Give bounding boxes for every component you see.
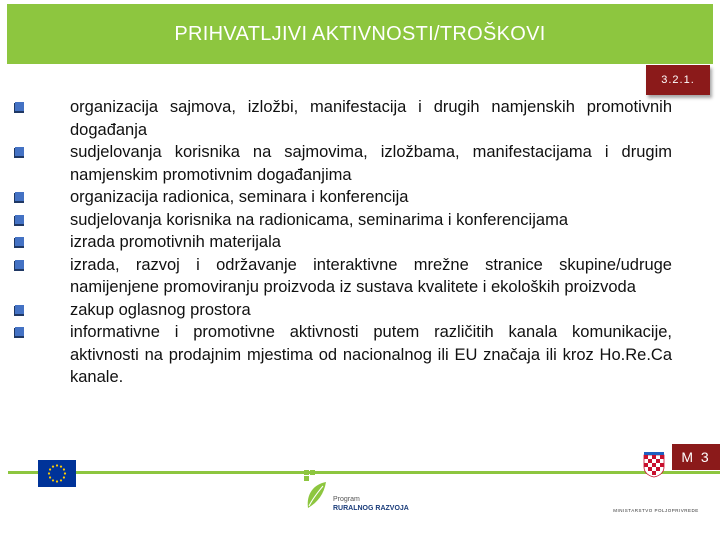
list-item-text: organizacija sajmova, izložbi, manifestacija i drugih namjenskih promotivnih događanja xyxy=(70,98,672,139)
checkbox-icon xyxy=(14,327,25,338)
eu-star xyxy=(56,480,58,482)
croatian-crest-icon xyxy=(643,452,665,478)
checkbox-icon xyxy=(14,305,25,316)
eu-star xyxy=(52,479,54,481)
list-item xyxy=(14,254,672,299)
list-item-text: informativne i promotivne aktivnosti putem različitih kanala komunikacije, aktivnosti na prodajnim mjestima od nacionalnog ili EU značaja ili kroz Ho.Re.Ca kanale. xyxy=(70,323,672,386)
list-item xyxy=(14,141,672,186)
list-item-text: sudjelovanja korisnika na sajmovima, izložbama, manifestacijama i drugim namjenskim promotivnim događanjima xyxy=(70,143,672,184)
list-item xyxy=(14,186,672,209)
title-bar xyxy=(7,4,713,64)
checkbox-icon xyxy=(14,192,25,203)
list-item xyxy=(14,231,672,254)
eu-star xyxy=(49,476,51,478)
list-item-text: izrada promotivnih materijala xyxy=(70,233,281,251)
checkbox-icon xyxy=(14,260,25,271)
list-item xyxy=(14,209,672,232)
eu-star xyxy=(64,472,66,474)
eu-star xyxy=(52,465,54,467)
checkbox-icon xyxy=(14,237,25,248)
list-item-text: sudjelovanja korisnika na radionicama, seminarima i konferencijama xyxy=(70,210,568,229)
measure-badge xyxy=(672,444,720,470)
list-item xyxy=(14,96,672,141)
list-item xyxy=(14,299,672,322)
footer-divider xyxy=(8,471,720,474)
leaf-logo-icon xyxy=(304,470,328,510)
eu-star xyxy=(63,476,65,478)
slide-number: 3.2.1. xyxy=(661,74,695,86)
bullet-list xyxy=(14,96,672,389)
page-title: PRIHVATLJIVI AKTIVNOSTI/TROŠKOVI xyxy=(174,22,546,45)
ministry-label: MINISTARSTVO POLJOPRIVREDE xyxy=(613,508,699,513)
eu-star xyxy=(63,468,65,470)
program-line1: Program xyxy=(333,496,360,503)
eu-flag-icon xyxy=(38,460,76,487)
checkbox-icon xyxy=(14,147,25,158)
eu-star xyxy=(60,465,62,467)
slide-number-badge xyxy=(646,65,710,95)
eu-star xyxy=(60,479,62,481)
list-item xyxy=(14,321,672,389)
list-item-text: izrada, razvoj i održavanje interaktivne mrežne stranice skupine/udruge namijenjene promoviranju proizvoda iz sustava kvalitete i ekoloških proizvoda xyxy=(70,255,672,296)
checkbox-icon xyxy=(14,215,25,226)
eu-star xyxy=(49,468,51,470)
program-line2: RURALNOG RAZVOJA xyxy=(333,505,409,512)
measure-label: M 3 xyxy=(681,449,711,465)
list-item-text: organizacija radionica, seminara i konferencija xyxy=(70,188,409,206)
eu-star xyxy=(56,464,58,466)
eu-star xyxy=(48,472,50,474)
checkbox-icon xyxy=(14,102,25,113)
program-logo-text xyxy=(333,495,409,513)
list-item-text: zakup oglasnog prostora xyxy=(70,300,251,319)
